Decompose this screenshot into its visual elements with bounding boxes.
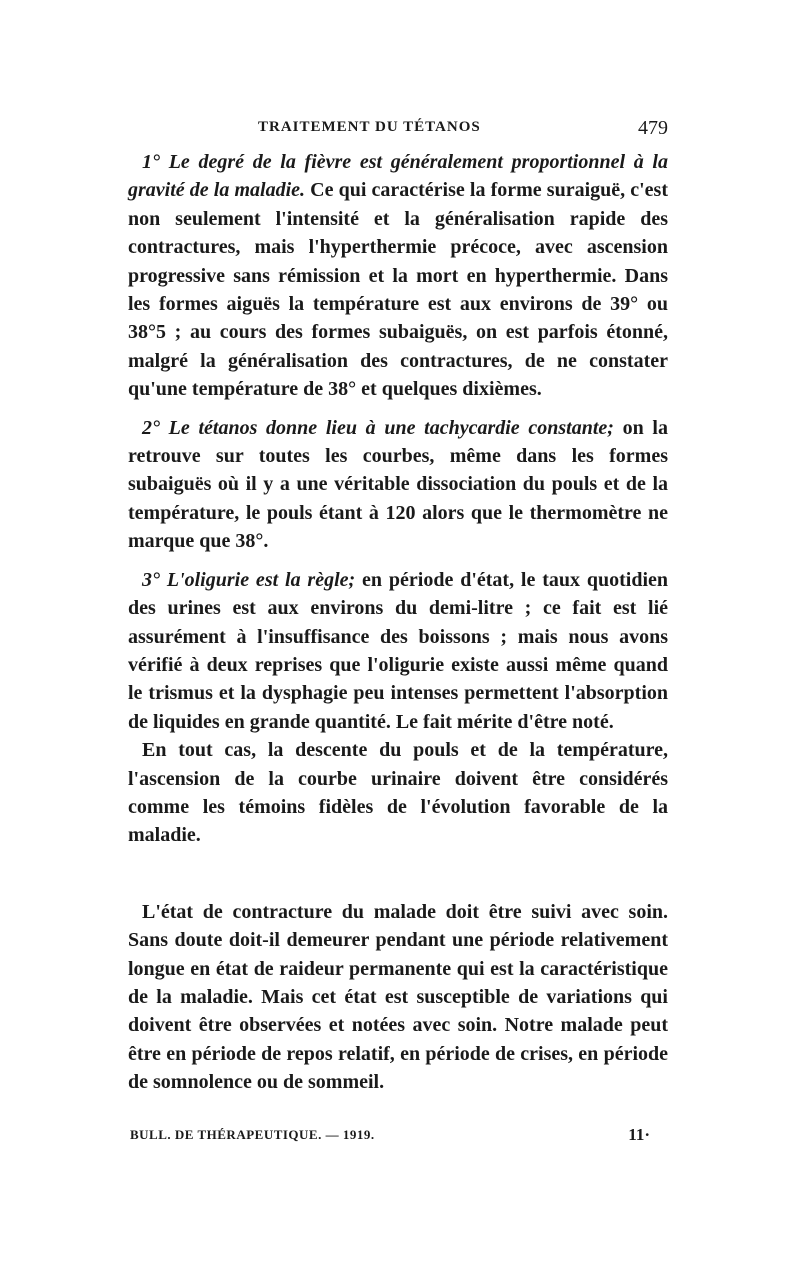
running-title: TRAITEMENT DU TÉTANOS	[258, 119, 481, 135]
footer-journal: BULL. DE THÉRAPEUTIQUE. — 1919.	[130, 1127, 375, 1142]
paragraph-lead: 2° Le tétanos donne lieu à une tachycardie constante;	[142, 416, 614, 439]
paragraph-tachycardia	[128, 414, 668, 556]
paragraph-conclusion	[128, 736, 668, 850]
paragraph-contracture	[128, 898, 668, 1097]
footer-signature: 11·	[628, 1125, 650, 1144]
paragraph-lead: 3° L'oligurie est la règle;	[142, 568, 356, 591]
body-text	[128, 148, 668, 1097]
paragraph-text: Ce qui caractérise la forme suraiguë, c'est non seulement l'intensité et la généralisation rapide des contractures, mais l'hyperthermie précoce, avec ascension progressive sans rémission et la mort en hyperthermie. Dans les formes aiguës la température est aux environs de 39° ou 38°5 ; au cours des formes subaiguës, on est parfois étonné, malgré la généralisation des contractures, de ne constater qu'une température de 38° et quelques dixièmes.	[128, 179, 668, 401]
page-footer	[130, 1125, 650, 1149]
paragraph-text: En tout cas, la descente du pouls et de la température, l'ascension de la courbe urinaire doivent être considérés comme les témoins fidèles de l'évolution favorable de la maladie.	[128, 739, 668, 847]
paragraph-text: on la retrouve sur toutes les courbes, même dans les formes subaiguës où il y a une véritable dissociation du pouls et de la température, le pouls étant à 120 alors que le thermomètre ne marque que 38°.	[128, 416, 668, 553]
paragraph-oliguria	[128, 566, 668, 736]
paragraph-lead: 1° Le degré de la fièvre est généralement proportionnel à la gravité de la maladie.	[128, 151, 668, 202]
running-head	[128, 117, 668, 141]
paragraph-text: en période d'état, le taux quotidien des urines est aux environs du demi-litre ; ce fait est lié assurément à l'insuffisance des boissons ; mais nous avons vérifié à deux reprises que l'oligurie existe aussi même quand le trismus et la dysphagie peu intenses permettent l'absorption de liquides en grande quantité. Le fait mérite d'être noté.	[128, 568, 668, 733]
paragraph-fever	[128, 148, 668, 404]
page-number: 479	[638, 117, 668, 139]
paragraph-text: L'état de contracture du malade doit être suivi avec soin. Sans doute doit-il demeurer pendant une période relativement longue en état de raideur permanente qui est la caractéristique de la maladie. Mais cet état est susceptible de variations qui doivent être observées et notées avec soin. Notre malade peut être en période de repos relatif, en période de crises, en période de somnolence ou de sommeil.	[128, 900, 668, 1094]
